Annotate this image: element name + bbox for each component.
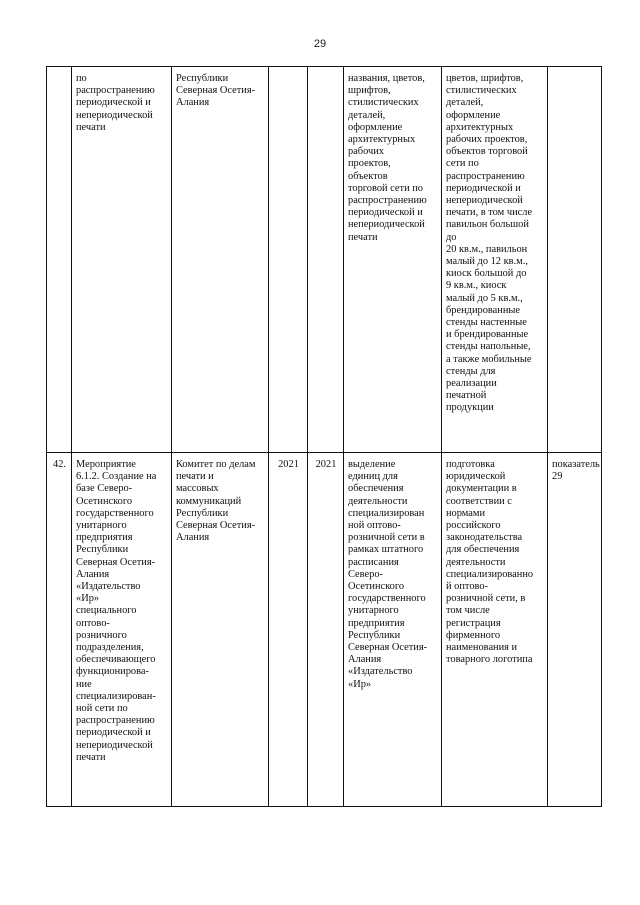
cell-line: павильон большой bbox=[446, 219, 529, 231]
cell-line: продукции bbox=[446, 402, 494, 414]
description-cell bbox=[442, 67, 548, 453]
cell-line: рабочих bbox=[348, 146, 385, 158]
cell-line: печати и bbox=[176, 471, 214, 483]
cell-line: наименования и bbox=[446, 642, 518, 654]
cell-line: реализации bbox=[446, 378, 497, 390]
program-table bbox=[46, 66, 602, 807]
cell-line: Осетинского bbox=[76, 495, 133, 507]
table-row bbox=[47, 453, 602, 807]
page-number: 29 bbox=[313, 38, 327, 50]
cell-line: подразделения, bbox=[76, 642, 144, 654]
cell-line: Осетинского bbox=[348, 581, 405, 593]
cell-line: Республики bbox=[176, 507, 229, 519]
cell-line: фирменного bbox=[446, 629, 501, 641]
cell-line: непериодической bbox=[446, 195, 523, 207]
cell-line: печатной bbox=[446, 390, 487, 402]
cell-line: обеспечивающего bbox=[76, 654, 156, 666]
cell-line: предприятия bbox=[348, 617, 405, 629]
cell-line: распространению bbox=[76, 715, 155, 727]
cell-line: регистрация bbox=[446, 617, 501, 629]
cell-line: Республики bbox=[76, 544, 129, 556]
cell-line: расписания bbox=[348, 556, 399, 568]
cell-line: малый до 5 кв.м., bbox=[446, 292, 523, 304]
cell-line: государственного bbox=[348, 593, 426, 605]
cell-line: законодательства bbox=[446, 532, 523, 544]
cell-line: Алания bbox=[176, 97, 210, 109]
cell-line: специализированно bbox=[446, 568, 534, 580]
cell-line: унитарного bbox=[348, 605, 399, 617]
cell-line: Комитет по делам bbox=[176, 459, 256, 470]
cell-line: 29 bbox=[552, 471, 563, 483]
cell-line: коммуникаций bbox=[176, 495, 242, 507]
cell-line: печати bbox=[76, 121, 106, 133]
cell-line: розничной сети в bbox=[348, 532, 425, 544]
cell-line: оптово- bbox=[76, 617, 110, 629]
cell-line: российского bbox=[446, 520, 501, 532]
cell-line: розничной сети, в bbox=[446, 593, 526, 605]
cell-line: предприятия bbox=[76, 532, 133, 544]
cell-line: 9 кв.м., киоск bbox=[446, 280, 507, 292]
cell-line: печати bbox=[76, 751, 106, 763]
cell-line: периодической и bbox=[446, 182, 521, 194]
cell-line: Алания bbox=[176, 532, 210, 544]
cell-line: печати, в том числе bbox=[446, 207, 533, 219]
cell-line: деятельности bbox=[446, 556, 506, 568]
cell-line: Алания bbox=[76, 568, 110, 580]
result-cell bbox=[344, 453, 442, 807]
cell-line: цветов, шрифтов, bbox=[446, 73, 524, 84]
cell-line: стенды для bbox=[446, 365, 496, 377]
cell-line: проектов, bbox=[348, 158, 391, 170]
activity-cell bbox=[72, 67, 172, 453]
cell-line: выделение bbox=[348, 459, 396, 470]
cell-line: Республики bbox=[348, 629, 401, 641]
cell-line: «Ир» bbox=[76, 593, 100, 605]
cell-line: «Издательство bbox=[76, 581, 141, 593]
activity-cell bbox=[72, 453, 172, 807]
cell-line: оформление bbox=[348, 121, 403, 133]
row-number bbox=[47, 67, 72, 453]
cell-line: для обеспечения bbox=[446, 544, 520, 556]
cell-line: Северная Осетия- bbox=[348, 642, 428, 654]
cell-line: сети по bbox=[446, 158, 479, 170]
cell-line: и брендированные bbox=[446, 329, 529, 341]
cell-line: киоск большой до bbox=[446, 268, 527, 280]
cell-line: документации в bbox=[446, 483, 517, 495]
cell-line: распространению bbox=[446, 170, 525, 182]
cell-line: непериодической bbox=[348, 219, 425, 231]
cell-line: рабочих проектов, bbox=[446, 134, 528, 146]
cell-line: стилистических bbox=[446, 85, 517, 97]
description-cell bbox=[442, 453, 548, 807]
cell-line: стилистических bbox=[348, 97, 419, 109]
cell-line: государственного bbox=[76, 507, 154, 519]
executor-cell bbox=[172, 453, 269, 807]
cell-line: специализирован bbox=[348, 507, 425, 519]
cell-line: «Издательство bbox=[348, 666, 413, 678]
cell-line: 20 кв.м., павильон bbox=[446, 243, 528, 255]
cell-line: объектов bbox=[348, 170, 388, 182]
cell-line: периодической и bbox=[348, 207, 423, 219]
cell-line: обеспечения bbox=[348, 483, 404, 495]
table-row bbox=[47, 67, 602, 453]
cell-line: специализирован- bbox=[76, 690, 156, 702]
year-start-cell: 2021 bbox=[269, 453, 308, 807]
year-start-cell bbox=[269, 67, 308, 453]
cell-line: стенды напольные, bbox=[446, 341, 531, 353]
cell-line: объектов торговой bbox=[446, 146, 528, 158]
cell-line: ние bbox=[76, 678, 92, 690]
cell-line: ной оптово- bbox=[348, 520, 401, 532]
cell-line: Северо- bbox=[348, 568, 383, 580]
cell-line: розничного bbox=[76, 629, 127, 641]
cell-line: соответствии с bbox=[446, 495, 512, 507]
year-end-cell bbox=[308, 67, 344, 453]
cell-line: непериодической bbox=[76, 739, 153, 751]
cell-line: массовых bbox=[176, 483, 219, 495]
executor-cell bbox=[172, 67, 269, 453]
cell-line: малый до 12 кв.м., bbox=[446, 256, 528, 268]
cell-line: периодической и bbox=[76, 97, 151, 109]
cell-line: том числе bbox=[446, 605, 490, 617]
cell-line: а также мобильные bbox=[446, 353, 532, 365]
indicator-cell bbox=[548, 67, 602, 453]
result-cell bbox=[344, 67, 442, 453]
cell-line: периодической и bbox=[76, 727, 151, 739]
cell-line: деталей, bbox=[446, 97, 484, 109]
cell-line: Северная Осетия- bbox=[76, 556, 156, 568]
cell-line: распространению bbox=[348, 195, 427, 207]
cell-line: «Ир» bbox=[348, 678, 372, 690]
cell-line: рамках штатного bbox=[348, 544, 424, 556]
cell-line: деятельности bbox=[348, 495, 408, 507]
cell-line: Северная Осетия- bbox=[176, 520, 256, 532]
cell-line: единиц для bbox=[348, 471, 398, 483]
cell-line: архитектурных bbox=[446, 121, 514, 133]
cell-line: распространению bbox=[76, 85, 155, 97]
cell-line: стенды настенные bbox=[446, 317, 527, 329]
cell-line: специального bbox=[76, 605, 137, 617]
cell-line: функционирова- bbox=[76, 666, 149, 678]
cell-line: Мероприятие bbox=[76, 459, 136, 470]
indicator-cell bbox=[548, 453, 602, 807]
year-end-cell: 2021 bbox=[308, 453, 344, 807]
cell-line: 6.1.2. Создание на bbox=[76, 471, 157, 483]
cell-line: базе Северо- bbox=[76, 483, 133, 495]
cell-line: показатель bbox=[552, 459, 600, 470]
cell-line: до bbox=[446, 231, 457, 243]
row-number: 42. bbox=[47, 453, 72, 807]
cell-line: шрифтов, bbox=[348, 85, 391, 97]
cell-line: Алания bbox=[348, 654, 382, 666]
cell-line: названия, цветов, bbox=[348, 73, 425, 84]
cell-line: торговой сети по bbox=[348, 182, 423, 194]
cell-line: оформление bbox=[446, 109, 501, 121]
cell-line: архитектурных bbox=[348, 134, 416, 146]
cell-line: брендированные bbox=[446, 304, 520, 316]
cell-line: деталей, bbox=[348, 109, 386, 121]
cell-line: непериодической bbox=[76, 109, 153, 121]
cell-line: унитарного bbox=[76, 520, 127, 532]
cell-line: нормами bbox=[446, 507, 486, 519]
cell-line: печати bbox=[348, 231, 378, 243]
cell-line: подготовка bbox=[446, 459, 495, 470]
cell-line: й оптово- bbox=[446, 581, 489, 593]
cell-line: ной сети по bbox=[76, 703, 128, 715]
cell-line: юридической bbox=[446, 471, 506, 483]
cell-line: товарного логотипа bbox=[446, 654, 533, 666]
cell-line: Северная Осетия- bbox=[176, 85, 256, 97]
cell-line: по bbox=[76, 73, 87, 84]
cell-line: Республики bbox=[176, 73, 229, 84]
